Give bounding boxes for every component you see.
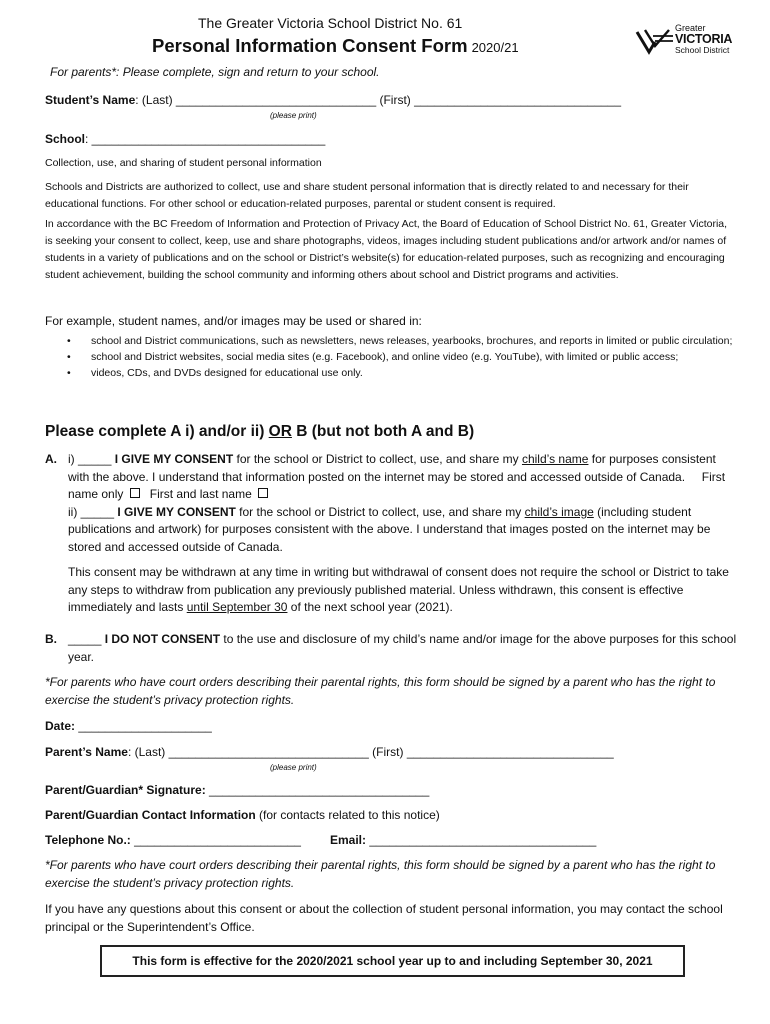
- info-paragraph-1-text: Schools and Districts are authorized to collect, use and share student personal information that is directly related to and necessary for their educational functions. For other school or education-related purposes, parental or student consent is required.: [45, 181, 689, 210]
- email-line[interactable]: __________________________________: [366, 833, 597, 847]
- info-heading: Collection, use, and sharing of student personal information: [45, 157, 322, 169]
- first-name-only-label: First name only: [68, 469, 726, 502]
- telephone-line[interactable]: _________________________: [130, 833, 301, 847]
- student-name-row[interactable]: [45, 93, 621, 107]
- option-b: [68, 631, 738, 666]
- date-row[interactable]: [45, 719, 212, 733]
- section-heading-or: OR: [268, 423, 292, 440]
- parent-print-hint: (please print): [270, 763, 317, 772]
- court-note-text: *For parents who have court orders describing their parental rights, this form should be signed by a parent who has the right to exercise the student’s privacy protection rights.: [45, 675, 716, 707]
- section-heading-post: B (but not both A and B): [291, 423, 475, 440]
- district-name: The Greater Victoria School District No. 61: [198, 15, 463, 31]
- court-note-2-text: *For parents who have court orders describing their parental rights, this form should be signed by a parent who has the right to exercise the student’s privacy protection rights.: [45, 858, 716, 890]
- info-paragraph-2: [45, 216, 735, 284]
- option-a-i-prefix[interactable]: i) _____: [68, 452, 115, 466]
- court-note-2: [45, 857, 735, 892]
- form-title: [152, 35, 519, 57]
- option-a-ii-text1: for the school or District to collect, use, and share my: [235, 504, 525, 519]
- telephone-row[interactable]: [45, 833, 301, 847]
- contact-label: Parent/Guardian Contact Information: [45, 808, 256, 822]
- list-item: • videos, CDs, and DVDs designed for educational use only.: [91, 365, 770, 381]
- parent-name-row[interactable]: [45, 745, 614, 759]
- contact-row: [45, 808, 440, 822]
- signature-line[interactable]: _________________________________: [205, 783, 430, 797]
- parent-name-label: Parent’s Name: [45, 745, 128, 759]
- info-paragraph-2-text: In accordance with the BC Freedom of Information and Protection of Privacy Act, the Board of Education of School District No. 61, Greater Victoria, is seeking your consent to collect, keep, use and share photographs, videos, images including student publications and/or artwork and/or names of students in a variety of publications and on the school or District’s website(s) for education-related purposes, such as recognizing and encouraging student achievement, building the school community and informing others about school and District programs and activities.: [45, 218, 728, 281]
- examples-list: [45, 333, 770, 381]
- option-a-i: [68, 451, 738, 557]
- option-a-ii-prefix[interactable]: ii) _____: [68, 504, 118, 519]
- first-and-last-checkbox[interactable]: [258, 488, 268, 498]
- form-title-text: Personal Information Consent Form: [152, 35, 468, 56]
- logo-school-district: School District: [675, 44, 730, 55]
- student-name-lines[interactable]: : (Last) ______________________________ (First) _______________________________: [135, 93, 622, 107]
- contact-note: (for contacts related to this notice): [255, 808, 440, 822]
- option-a-i-text2: for purposes consistent with the above. I understand that information posted on the internet may be stored and accessed outside of Canada.: [68, 452, 716, 484]
- intro-instruction: For parents*: Please complete, sign and return to your school.: [50, 65, 380, 79]
- parent-name-lines[interactable]: : (Last) ______________________________ (First) _______________________________: [127, 745, 614, 759]
- signature-row[interactable]: [45, 783, 429, 797]
- option-a-i-underlined: child’s name: [521, 452, 589, 466]
- option-a-i-text1: for the school or District to collect, use, and share my: [233, 452, 522, 466]
- option-a-ii-text2: (including student publications and artwork) for purposes consistent with the above. I understand that images posted on the internet may be stored and accessed outside of Canada.: [68, 504, 711, 554]
- school-line[interactable]: : ___________________________________: [85, 132, 326, 146]
- section-heading-pre: Please complete A i) and/or ii): [45, 423, 269, 440]
- option-a-ii-underlined: child’s image: [524, 504, 594, 519]
- withdraw-underlined: until September 30: [186, 600, 288, 615]
- effective-notice-box: This form is effective for the 2020/2021 school year up to and including September 30, 2021: [100, 945, 685, 977]
- option-a-letter: A.: [45, 452, 57, 466]
- questions-text: If you have any questions about this consent or about the collection of student personal information, you may contact the school principal or the Superintendent’s Office.: [45, 902, 723, 934]
- option-b-text: to the use and disclosure of my child’s name and/or image for the above purposes for this school year.: [68, 632, 737, 664]
- logo-victoria: VICTORIA: [675, 32, 733, 46]
- district-logo-text: [675, 24, 732, 54]
- district-logo: [635, 24, 735, 56]
- withdrawal-paragraph: [68, 564, 738, 617]
- school-label: School: [45, 132, 86, 146]
- examples-intro: For example, student names, and/or images may be used or shared in:: [45, 314, 422, 328]
- first-and-last-label: First and last name: [149, 487, 252, 502]
- form-year: 2020/21: [471, 40, 519, 55]
- withdraw-text-2: of the next school year (2021).: [287, 600, 453, 615]
- court-note: [45, 674, 735, 709]
- withdraw-text-1: This consent may be withdrawn at any time in writing but withdrawal of consent does not require the school or District to take any steps to withdraw from publication any previously published material. Unless withdrawn, this consent is effective immediately and lasts: [68, 565, 729, 615]
- option-b-letter: B.: [45, 632, 57, 646]
- school-row[interactable]: [45, 132, 325, 146]
- email-label: Email:: [330, 833, 367, 847]
- first-name-only-checkbox[interactable]: [130, 488, 140, 498]
- date-line[interactable]: ____________________: [75, 719, 212, 733]
- option-b-prefix[interactable]: _____: [68, 632, 105, 646]
- option-b-no-consent: I DO NOT CONSENT: [104, 632, 221, 646]
- option-a-ii-consent: I GIVE MY CONSENT: [117, 504, 236, 519]
- email-row[interactable]: [330, 833, 596, 847]
- list-item: • school and District communications, such as newsletters, news releases, yearbooks, brochures, and reports in limited or public circulation;: [91, 333, 770, 349]
- signature-label: Parent/Guardian* Signature:: [45, 783, 206, 797]
- telephone-label: Telephone No.:: [45, 833, 131, 847]
- district-logo-mark-icon: [635, 26, 675, 56]
- option-a-i-consent: I GIVE MY CONSENT: [114, 452, 234, 466]
- questions-paragraph: [45, 901, 735, 936]
- date-label: Date:: [45, 719, 76, 733]
- student-print-hint: (please print): [270, 111, 317, 120]
- list-item: • school and District websites, social media sites (e.g. Facebook), and online video (e.g. YouTube), with limited or public access;: [91, 349, 770, 365]
- student-name-label: Student’s Name: [45, 93, 136, 107]
- info-paragraph-1: [45, 179, 735, 213]
- logo-greater: Greater: [675, 23, 706, 33]
- section-heading: [45, 423, 474, 441]
